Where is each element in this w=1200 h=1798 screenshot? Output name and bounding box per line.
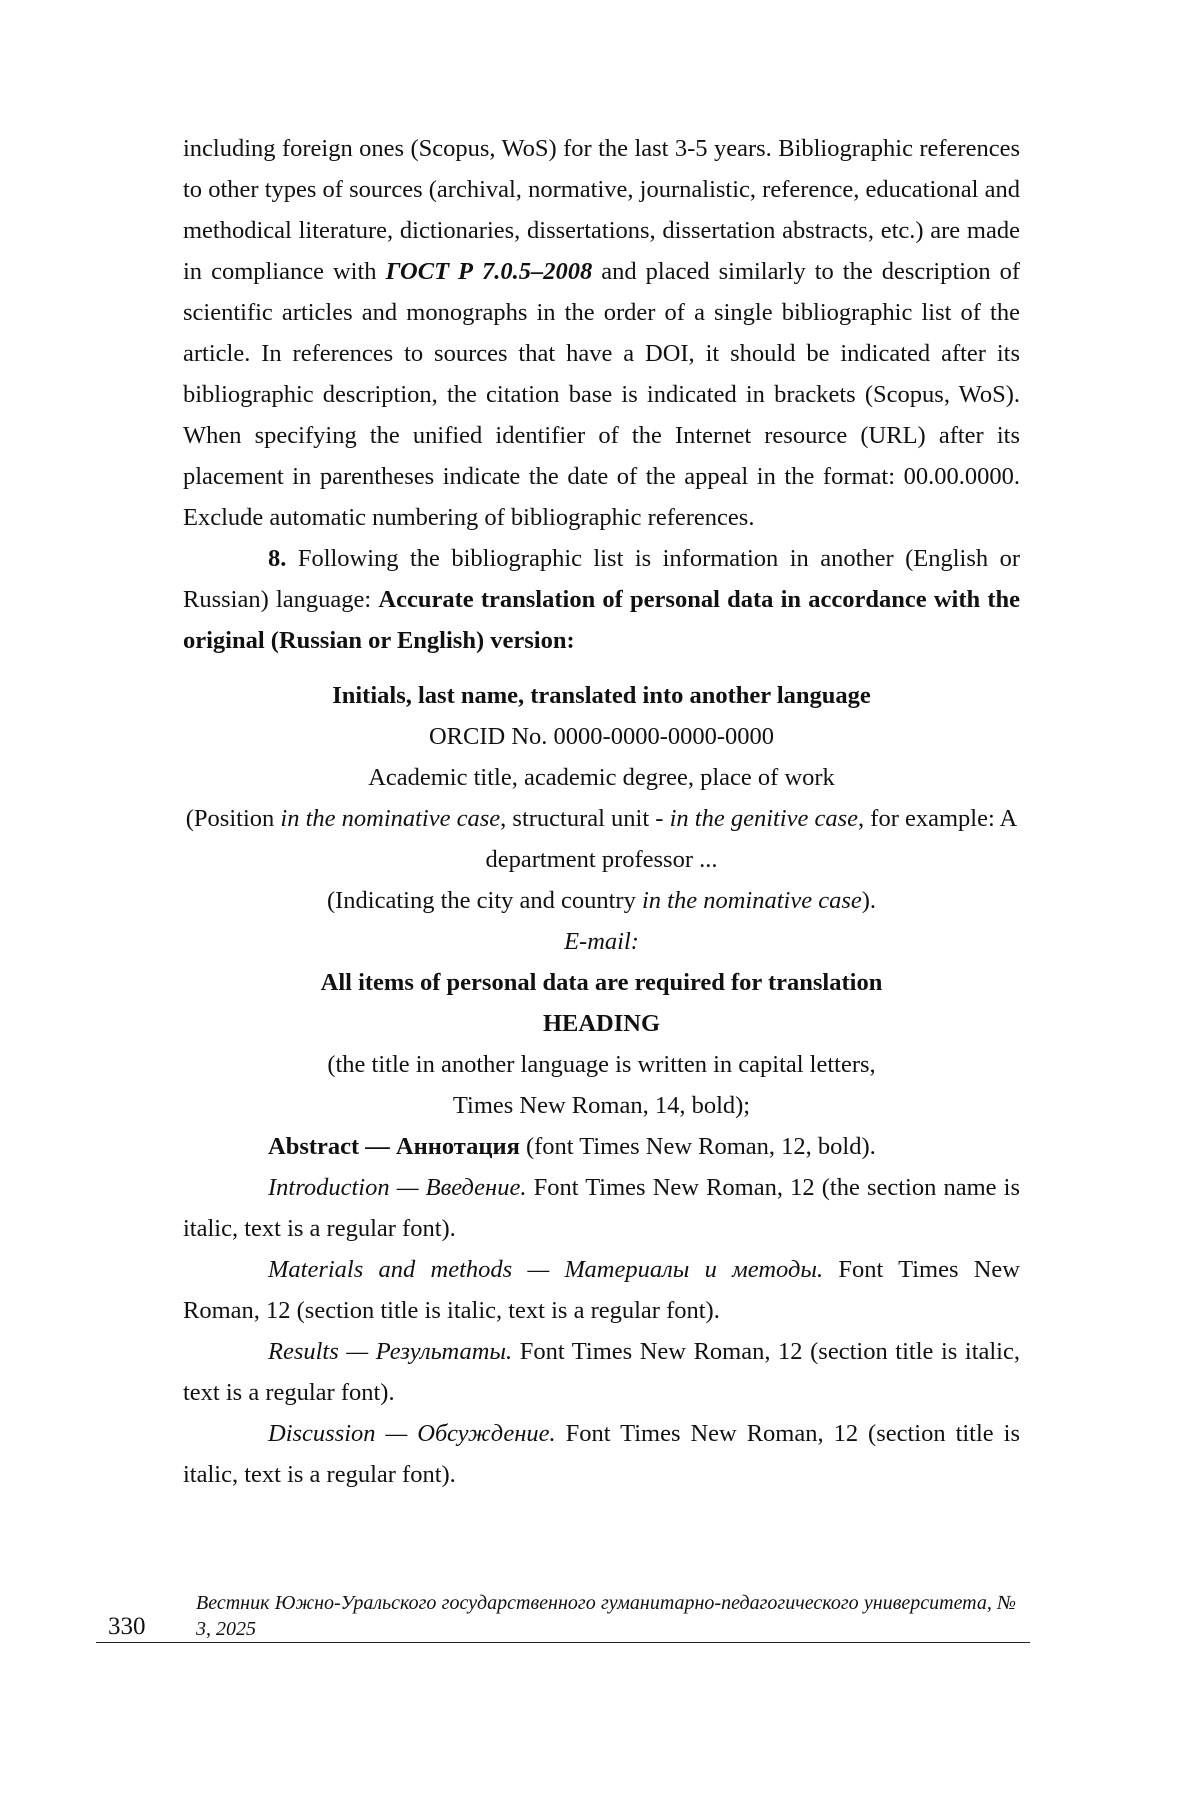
- discussion-text: Font Times New Roman, 12 (section title is italic, text is a regular font).: [183, 1420, 1020, 1488]
- academic-line: Academic title, academic degree, place of work: [368, 764, 835, 791]
- discussion-label: Discussion — Обсуждение.: [268, 1420, 556, 1447]
- results-paragraph: [183, 1331, 1020, 1413]
- methods-paragraph: [183, 1249, 1020, 1331]
- email-line: E-mail:: [564, 928, 639, 955]
- methods-text: Font Times New Roman, 12 (section title is italic, text is a regular font).: [183, 1256, 1020, 1324]
- heading-note-line-1: (the title in another language is written in capital letters,: [327, 1051, 876, 1078]
- position-line: [183, 798, 1020, 880]
- heading-line: HEADING: [542, 1010, 661, 1037]
- position-text-3: , structural unit -: [500, 805, 670, 832]
- city-text-1: (Indicating the city and country: [326, 887, 642, 914]
- heading-note-line-2: Times New Roman, 14, bold);: [452, 1092, 751, 1119]
- bibliography-text-continued: and placed similarly to the description of scientific articles and monographs in the order of a single bibliographic list of the article. In references to sources that have a DOI, it should be indicated after its bibliographic description, the citation base is indicated in brackets (Scopus, WoS). When specifying the unified identifier of the Internet resource (URL) after its placement in parentheses indicate the date of the appeal in the format: 00.00.0000. Exclude automatic numbering of bibliographic references.: [183, 258, 1020, 531]
- city-line: [183, 880, 1020, 921]
- position-text-1: (Position: [185, 805, 281, 832]
- gost-reference: ГОСТ Р 7.0.5–2008: [385, 258, 593, 285]
- abstract-text: (font Times New Roman, 12, bold).: [519, 1133, 876, 1160]
- position-text-4: in the genitive case: [669, 805, 859, 832]
- city-text-3: ).: [861, 887, 877, 914]
- item-8-paragraph: [183, 538, 1020, 661]
- results-label: Results — Результаты.: [268, 1338, 513, 1365]
- results-text: Font Times New Roman, 12 (section title is italic, text is a regular font).: [183, 1338, 1020, 1406]
- journal-title: Вестник Южно-Уральского государственного гуманитарно-педагогического университета, № 3, 2025: [196, 1592, 1016, 1640]
- initials-line: Initials, last name, translated into another language: [332, 682, 871, 709]
- introduction-label: Introduction — Введение.: [268, 1174, 527, 1201]
- methods-label: Materials and methods — Материалы и методы.: [268, 1256, 824, 1283]
- item-number: 8.: [268, 545, 287, 572]
- position-text-2: in the nominative case: [280, 805, 501, 832]
- page-body: [183, 128, 1020, 1495]
- abstract-paragraph: [183, 1126, 1020, 1167]
- required-line: All items of personal data are required for translation: [320, 969, 883, 996]
- page-number: 330: [108, 1613, 146, 1640]
- item-8-bold-text: Accurate translation of personal data in accordance with the original (Russian or English) version:: [183, 586, 1020, 654]
- discussion-paragraph: [183, 1413, 1020, 1495]
- city-text-2: in the nominative case: [641, 887, 862, 914]
- introduction-text: Font Times New Roman, 12 (the section name is italic, text is a regular font).: [183, 1174, 1020, 1242]
- page-footer: [96, 1590, 1030, 1643]
- bibliography-text: including foreign ones (Scopus, WoS) for the last 3-5 years. Bibliographic references to other types of sources (archival, normative, journalistic, reference, educational and methodical literature, dictionaries, dissertations, dissertation abstracts, etc.) are made in compliance with: [183, 135, 1020, 285]
- introduction-paragraph: [183, 1167, 1020, 1249]
- bibliography-paragraph: [183, 128, 1020, 538]
- position-text-5: , for example: A department professor ...: [485, 805, 1018, 873]
- orcid-line: ORCID No. 0000-0000-0000-0000: [428, 723, 775, 750]
- item-8-text: Following the bibliographic list is information in another (English or Russian) language:: [183, 545, 1020, 613]
- abstract-label: Abstract — Аннотация: [268, 1133, 520, 1160]
